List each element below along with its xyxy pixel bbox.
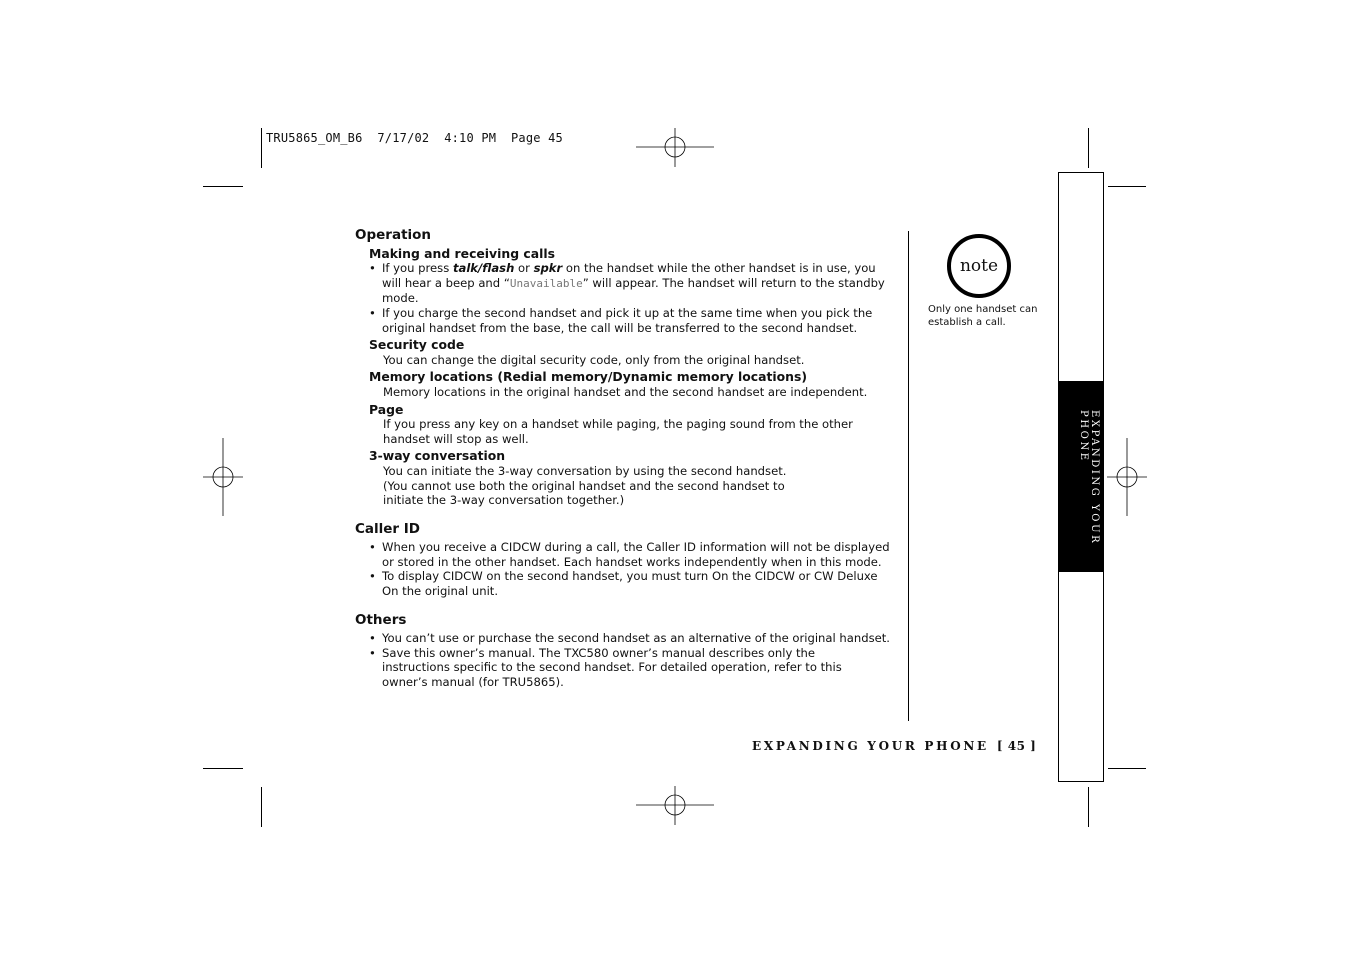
- registration-mark-left: [203, 438, 243, 516]
- threeway-text-2: (You cannot use both the original handset and the second handset to initiate the 3-way conversation together.): [383, 478, 785, 508]
- subheading-making-calls: Making and receiving calls: [369, 245, 555, 261]
- making-calls-list: [355, 261, 895, 335]
- lcd-text-unavailable: Unavailable: [509, 276, 583, 290]
- list-item: • Save this owner’s manual. The TXC580 owner’s manual describes only the instructions specific to the second handset. For detailed operation, refer to this owner’s manual (for TRU5865).: [355, 646, 895, 690]
- subheading-page: Page: [369, 401, 404, 417]
- side-tab-label: EXPANDING YOUR PHONE: [1078, 410, 1100, 546]
- footer-section: EXPANDING YOUR PHONE: [752, 739, 989, 753]
- section-title-operation: Operation: [355, 227, 432, 243]
- subheading-3way: 3-way conversation: [369, 448, 506, 464]
- section-title-others: Others: [355, 611, 407, 628]
- caller-id-list: [355, 540, 895, 598]
- print-slug: TRU5865_OM_B6 7/17/02 4:10 PM Page 45: [266, 131, 563, 145]
- list-item: • If you press talk/flash or spkr on the handset while the other handset is in use, you will hear a beep and “Unavailable” will appear. The handset will return to the standby mode.: [355, 261, 895, 306]
- section-title-caller-id: Caller ID: [355, 520, 421, 537]
- registration-mark-right: [1107, 438, 1147, 516]
- subheading-security-code: Security code: [369, 337, 465, 353]
- column-divider: [908, 231, 909, 721]
- memory-locations-text: Memory locations in the original handset and the second handset are independent.: [383, 384, 868, 399]
- note-text: Only one handset can establish a call.: [928, 304, 1038, 328]
- subheading-memory-locations: Memory locations (Redial memory/Dynamic memory locations): [369, 369, 808, 385]
- note-icon: [947, 234, 1011, 298]
- security-code-text: You can change the digital security code, only from the original handset.: [383, 352, 805, 367]
- list-item: • You can’t use or purchase the second handset as an alternative of the original handset.: [355, 631, 895, 646]
- page-text: If you press any key on a handset while paging, the paging sound from the other handset will stop as well.: [383, 417, 853, 446]
- main-content: [355, 228, 895, 693]
- list-item: • If you charge the second handset and pick it up at the same time when you pick the original handset from the base, the call will be transferred to the second handset.: [355, 306, 895, 335]
- talk-flash-key: talk/flash: [452, 261, 515, 276]
- threeway-text-1: You can initiate the 3-way conversation by using the second handset.: [383, 463, 787, 478]
- page-footer: [752, 739, 1036, 753]
- page-number: [ 45 ]: [996, 739, 1037, 753]
- note-label: note: [959, 256, 999, 276]
- registration-mark-bottom: [636, 786, 716, 826]
- spkr-key: spkr: [533, 261, 563, 276]
- list-item: • When you receive a CIDCW during a call, the Caller ID information will not be displayed or stored in the other handset. Each handset works independently when in this mode.: [355, 540, 895, 569]
- list-item: • To display CIDCW on the second handset, you must turn On the CIDCW or CW Deluxe On the original unit.: [355, 569, 895, 598]
- others-list: [355, 631, 895, 689]
- registration-mark-top: [636, 128, 716, 168]
